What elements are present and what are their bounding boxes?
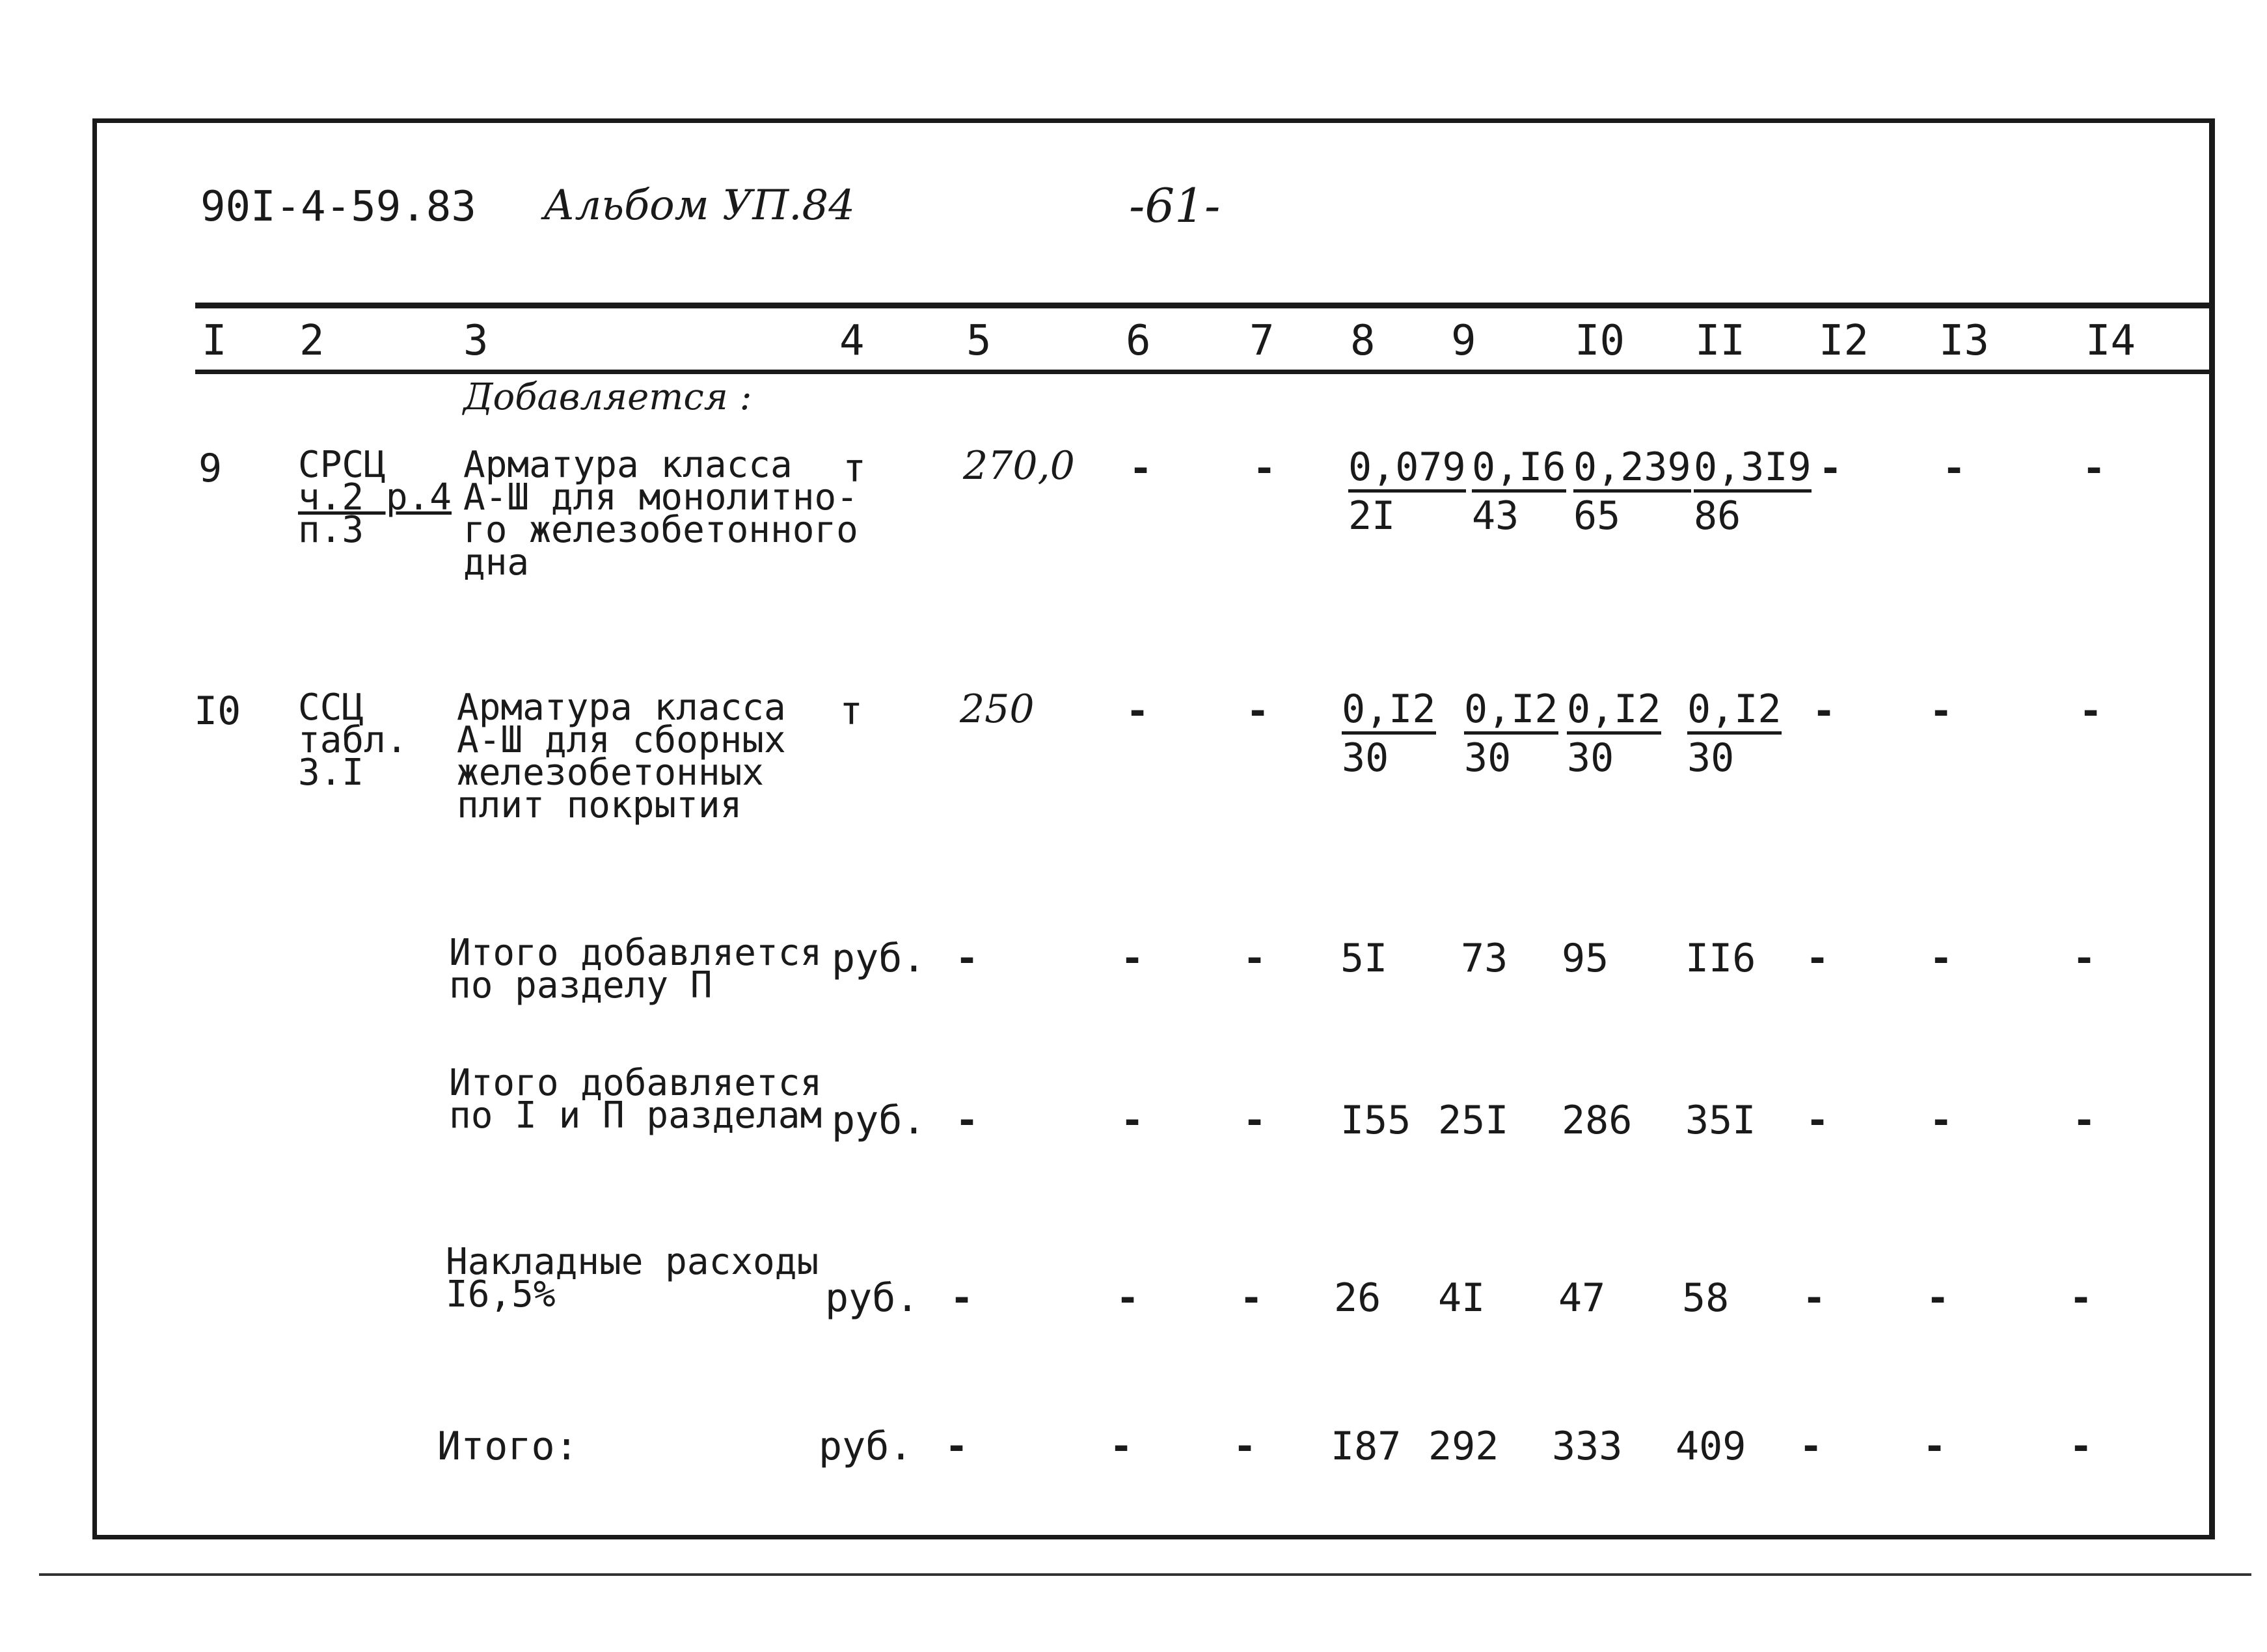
row10-col12: - xyxy=(1812,688,1836,734)
row9-desc-line2: А-Ш для монолитно- xyxy=(463,476,858,519)
row10-col11-numerator: 0,I2 xyxy=(1687,690,1782,735)
total-sections12-desc-line2: по I и П разделам xyxy=(449,1094,822,1137)
row9-col8-fraction xyxy=(1348,444,1466,539)
row9-col7: - xyxy=(1253,446,1277,491)
col-header-4: 4 xyxy=(839,317,865,365)
overhead-col12: - xyxy=(1802,1275,1826,1321)
total-section2-col12: - xyxy=(1806,936,1830,981)
total-sections12-col13: - xyxy=(1929,1098,1953,1143)
row10-col10-denominator: 30 xyxy=(1567,735,1614,781)
overhead-col11: 58 xyxy=(1682,1275,1730,1321)
total-sections12-col12: - xyxy=(1806,1098,1830,1143)
grand-total-unit: руб. xyxy=(819,1424,913,1469)
overhead-desc-line1: Накладные расходы xyxy=(446,1241,819,1283)
row10-price: 250 xyxy=(960,686,1035,732)
row10-ref-line3: 3.I xyxy=(298,752,364,794)
total-sections12-unit: руб. xyxy=(832,1098,926,1143)
col-header-8: 8 xyxy=(1350,317,1376,365)
total-sections12-col10: 286 xyxy=(1562,1098,1633,1143)
row10-desc-line2: А-Ш для сборных xyxy=(457,719,786,761)
col-header-6: 6 xyxy=(1126,317,1151,365)
grand-total-col13: - xyxy=(1923,1424,1947,1469)
total-sections12-col7: - xyxy=(1243,1098,1267,1143)
row9-col8-numerator: 0,079 xyxy=(1348,448,1466,493)
overhead-col6: - xyxy=(1116,1275,1140,1321)
col-header-11: II xyxy=(1695,317,1746,365)
row9-col9-fraction xyxy=(1472,444,1566,539)
col-header-13: I3 xyxy=(1939,317,1990,365)
overhead-col8: 26 xyxy=(1334,1275,1381,1321)
row9-col10-denominator: 65 xyxy=(1573,493,1621,539)
col-header-1: I xyxy=(202,317,227,365)
row10-col8-denominator: 30 xyxy=(1342,735,1389,781)
overhead-description xyxy=(446,1241,819,1316)
grand-total-col5: - xyxy=(945,1424,969,1469)
header-bottom-rule xyxy=(195,370,2211,374)
total-section2-col7: - xyxy=(1243,936,1267,981)
overhead-unit: руб. xyxy=(825,1275,919,1321)
overhead-col5: - xyxy=(950,1275,974,1321)
row10-unit: т xyxy=(839,688,863,734)
row10-col9-denominator: 30 xyxy=(1464,735,1512,781)
total-section2-col10: 95 xyxy=(1562,936,1609,981)
col-header-5: 5 xyxy=(966,317,992,365)
total-sections12-col9: 25I xyxy=(1438,1098,1509,1143)
col-header-14: I4 xyxy=(2085,317,2136,365)
row9-ref-line1: СРСЦ xyxy=(298,444,386,486)
row10-col8-fraction xyxy=(1342,686,1436,781)
overhead-desc-line2: I6,5% xyxy=(446,1273,556,1316)
grand-total-col9: 292 xyxy=(1428,1424,1499,1469)
row9-unit: т xyxy=(843,446,867,491)
total-sections12-col11: 35I xyxy=(1685,1098,1756,1143)
overhead-col7: - xyxy=(1240,1275,1264,1321)
total-section2-col6: - xyxy=(1120,936,1145,981)
row10-ref-line2: табл. xyxy=(298,719,408,761)
row10-col9-fraction xyxy=(1464,686,1558,781)
overhead-col10: 47 xyxy=(1558,1275,1606,1321)
row10-col11-fraction xyxy=(1687,686,1782,781)
row9-col14: - xyxy=(2082,446,2106,491)
total-section2-col13: - xyxy=(1929,936,1953,981)
row9-price: 270,0 xyxy=(963,443,1075,489)
total-section2-col9: 73 xyxy=(1461,936,1508,981)
row10-desc-line4: плит покрытия xyxy=(457,784,742,826)
row9-col9-denominator: 43 xyxy=(1472,493,1519,539)
row9-desc-line4: дна xyxy=(463,541,530,584)
section-label: Добавляется : xyxy=(463,376,752,418)
grand-total-col12: - xyxy=(1799,1424,1823,1469)
row9-col9-numerator: 0,I6 xyxy=(1472,448,1566,493)
total-sections12-col8: I55 xyxy=(1340,1098,1411,1143)
col-header-12: I2 xyxy=(1819,317,1869,365)
grand-total-col8: I87 xyxy=(1331,1424,1402,1469)
row10-col14: - xyxy=(2079,688,2103,734)
row9-col11-fraction xyxy=(1694,444,1812,539)
total-sections12-description xyxy=(449,1062,822,1137)
overhead-col14: - xyxy=(2069,1275,2093,1321)
page-number: -61- xyxy=(1129,178,1221,233)
col-header-2: 2 xyxy=(299,317,325,365)
row9-col8-denominator: 2I xyxy=(1348,493,1396,539)
row9-number: 9 xyxy=(198,446,223,491)
row9-col12: - xyxy=(1819,446,1843,491)
row10-number: I0 xyxy=(194,688,241,734)
total-section2-col5: - xyxy=(955,936,979,981)
row10-desc-line1: Арматура класса xyxy=(457,686,786,729)
grand-total-col7: - xyxy=(1233,1424,1257,1469)
total-section2-unit: руб. xyxy=(832,936,926,981)
total-section2-desc-line1: Итого добавляется xyxy=(449,932,822,974)
total-section2-description xyxy=(449,932,822,1007)
col-header-9: 9 xyxy=(1451,317,1476,365)
row9-col10-numerator: 0,239 xyxy=(1573,448,1691,493)
grand-total-label: Итого: xyxy=(437,1424,578,1469)
row9-reference xyxy=(298,444,452,551)
page-bottom-line xyxy=(39,1573,2251,1576)
row9-ref-line2: ч.2 р.4 xyxy=(298,476,452,519)
total-section2-col14: - xyxy=(2072,936,2097,981)
row9-desc-line1: Арматура класса xyxy=(463,444,793,486)
grand-total-col14: - xyxy=(2069,1424,2093,1469)
row10-description xyxy=(457,686,786,826)
col-header-3: 3 xyxy=(463,317,489,365)
total-sections12-desc-line1: Итого добавляется xyxy=(449,1062,822,1104)
row9-description xyxy=(463,444,858,584)
overhead-col13: - xyxy=(1926,1275,1950,1321)
row10-col13: - xyxy=(1929,688,1953,734)
row10-col6: - xyxy=(1126,688,1150,734)
total-section2-col11: II6 xyxy=(1685,936,1756,981)
overhead-col9: 4I xyxy=(1438,1275,1486,1321)
header-top-rule xyxy=(195,303,2211,308)
grand-total-col6: - xyxy=(1109,1424,1134,1469)
col-header-10: I0 xyxy=(1575,317,1625,365)
row10-col8-numerator: 0,I2 xyxy=(1342,690,1436,735)
total-sections12-col14: - xyxy=(2072,1098,2097,1143)
row9-col10-fraction xyxy=(1573,444,1691,539)
page-frame xyxy=(92,118,2215,1539)
row9-desc-line3: го железобетонного xyxy=(463,509,858,551)
doc-number: 90I-4-59.83 xyxy=(200,183,476,231)
total-section2-desc-line2: по разделу П xyxy=(449,964,713,1007)
total-sections12-col6: - xyxy=(1120,1098,1145,1143)
album-label: Альбом УП.84 xyxy=(543,182,855,230)
row10-reference xyxy=(298,686,408,794)
row10-ref-line1: ССЦ xyxy=(298,686,364,729)
grand-total-col10: 333 xyxy=(1552,1424,1623,1469)
row9-col11-numerator: 0,3I9 xyxy=(1694,448,1812,493)
row10-col7: - xyxy=(1246,688,1270,734)
row10-desc-line3: железобетонных xyxy=(457,752,765,794)
row10-col11-denominator: 30 xyxy=(1687,735,1735,781)
row9-col11-denominator: 86 xyxy=(1694,493,1741,539)
row9-col13: - xyxy=(1942,446,1966,491)
total-sections12-col5: - xyxy=(955,1098,979,1143)
row10-col10-fraction xyxy=(1567,686,1661,781)
row9-ref-line3: п.3 xyxy=(298,509,364,551)
row10-col10-numerator: 0,I2 xyxy=(1567,690,1661,735)
total-section2-col8: 5I xyxy=(1340,936,1388,981)
grand-total-col11: 409 xyxy=(1676,1424,1746,1469)
col-header-7: 7 xyxy=(1249,317,1275,365)
row9-col6: - xyxy=(1129,446,1153,491)
row10-col9-numerator: 0,I2 xyxy=(1464,690,1558,735)
